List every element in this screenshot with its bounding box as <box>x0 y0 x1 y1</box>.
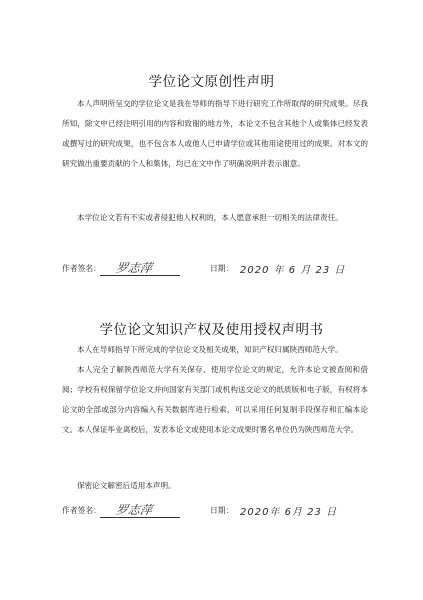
date-label: 日期： <box>210 264 234 273</box>
originality-paragraph-1: 本人声明所呈交的学位论文是我在导师的指导下进行研究工作所取得的研究成果。尽我所知，除文中已经注明引用的内容和致谢的地方外，本论文不包含其他个人或集体已经发表或撰写过的研究成果，也不包含本人或他人已申请学位或其他用途使用过的成果。对本文的研究做出重要贡献的个人和集体，均已在文中作了明确说明并表示谢意。 <box>62 99 368 168</box>
authorization-paragraph-3: 保密论文解密后适用本声明。 <box>77 481 176 490</box>
handwritten-date: 2020 年 6 月 23 日 <box>240 265 346 276</box>
handwritten-signature: 罗志萍 <box>114 261 153 275</box>
authorization-title: 学位论文知识产权及使用授权声明书 <box>99 322 324 338</box>
originality-paragraph-2: 本学位论文若有不实或者侵犯他人权利的，本人愿意承担一切相关的法律责任。 <box>77 213 343 222</box>
date-label: 日期： <box>210 506 234 515</box>
originality-signature-line <box>62 256 368 278</box>
originality-title: 学位论文原创性声明 <box>148 74 275 90</box>
authorization-paragraph-2: 本人完全了解陕西师范大学有关保存、使用学位论文的规定，允许本论文被查阅和借阅；学校有权保留学位论文并向国家有关部门或机构送交论文的纸质版和电子版，有权将本论文的全部或部分内容编入有关数据库进行检索，可以采用任何复制手段保存和汇编本论文。本人保证毕业离校后，发表本论文或使用本论文成果时署名单位仍为陕西师范大学。 <box>62 365 368 434</box>
handwritten-date: 2020年 6月 23 日 <box>240 507 338 518</box>
signature-label: 作者签名： <box>62 506 101 515</box>
authorization-signature-line <box>62 498 368 520</box>
handwritten-signature: 罗志萍 <box>114 503 153 517</box>
authorization-paragraph-1: 本人在导师指导下所完成的学位论文及相关成果，知识产权归属陕西师范大学。 <box>77 345 343 354</box>
signature-label: 作者签名： <box>62 264 101 273</box>
